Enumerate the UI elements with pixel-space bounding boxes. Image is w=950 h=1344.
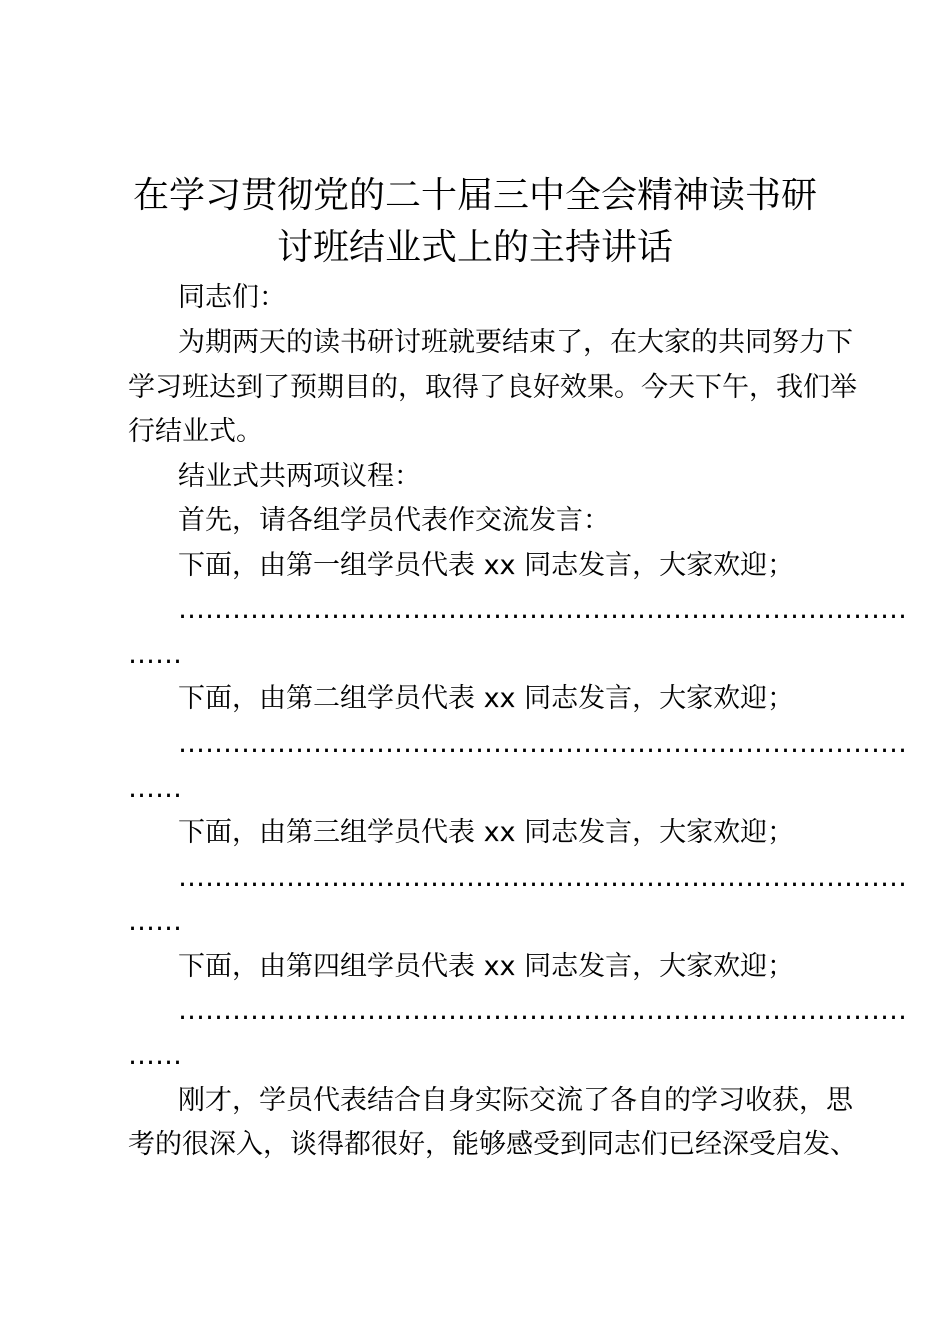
ellipsis-line: ……………………………………………………………………… [178,728,907,759]
paragraph-line: 学习班达到了预期目的，取得了良好效果。今天下午，我们举 [128,372,857,403]
salutation: 同志们： [178,282,286,313]
ellipsis-line: …… [128,906,182,937]
agenda-first-item: 首先，请各组学员代表作交流发言： [178,505,610,536]
ellipsis-line: ……………………………………………………………………… [178,995,907,1026]
document-title-line-2: 讨班结业式上的主持讲话 [276,227,673,268]
ellipsis-line: ……………………………………………………………………… [178,594,907,625]
speaker-intro-group-4: 下面，由第四组学员代表 xx 同志发言，大家欢迎； [178,951,795,982]
ellipsis-line: …… [128,1040,182,1071]
closing-paragraph-line: 刚才，学员代表结合自身实际交流了各自的学习收获，思 [178,1085,853,1116]
agenda-intro: 结业式共两项议程： [178,461,421,492]
closing-paragraph-line: 考的很深入，谈得都很好，能够感受到同志们已经深受启发、 [128,1129,857,1160]
paragraph-line: 为期两天的读书研讨班就要结束了，在大家的共同努力下 [178,327,853,358]
ellipsis-line: …… [128,639,182,670]
ellipsis-line: ……………………………………………………………………… [178,862,907,893]
speaker-intro-group-1: 下面，由第一组学员代表 xx 同志发言，大家欢迎； [178,550,795,581]
document-title-line-1: 在学习贯彻党的二十届三中全会精神读书研 [132,175,817,216]
speaker-intro-group-3: 下面，由第三组学员代表 xx 同志发言，大家欢迎； [178,817,795,848]
speaker-intro-group-2: 下面，由第二组学员代表 xx 同志发言，大家欢迎； [178,683,795,714]
paragraph-line: 行结业式。 [128,416,263,447]
ellipsis-line: …… [128,773,182,804]
